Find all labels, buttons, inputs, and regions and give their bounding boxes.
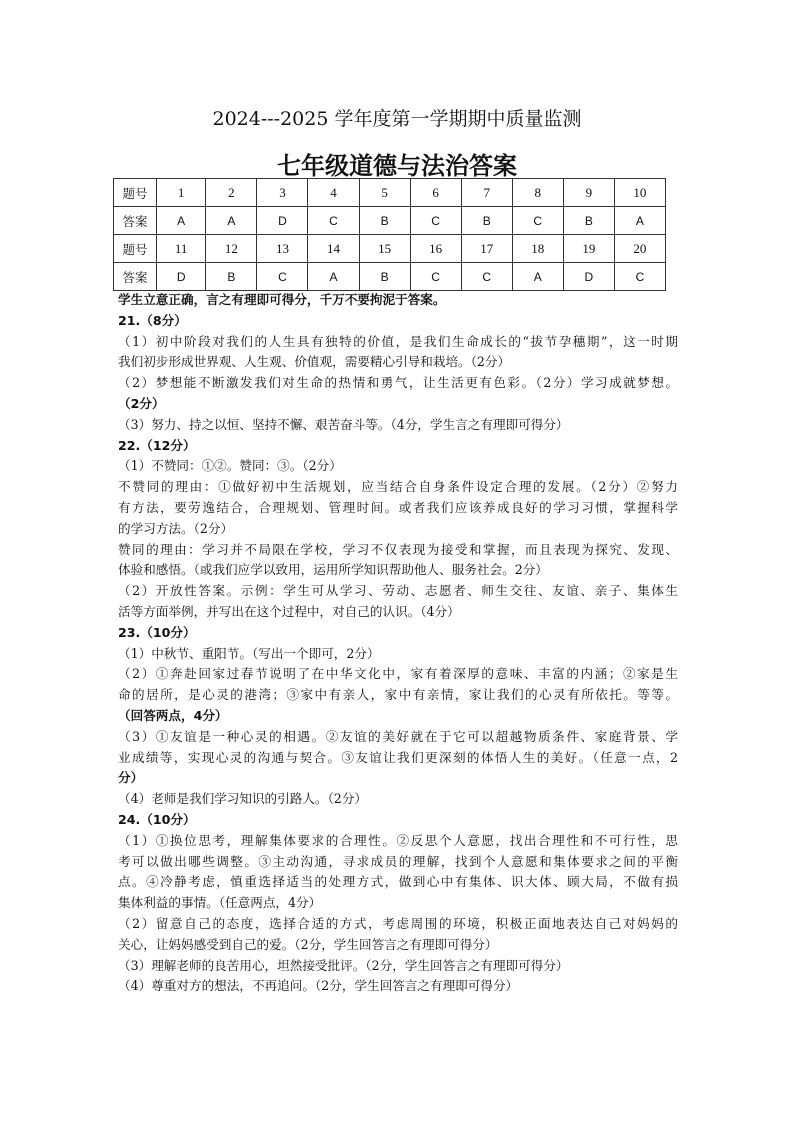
answer-cell: C [461,263,512,291]
section-heading-line: 22.（12分） [118,437,196,453]
answer-cell: B [359,207,410,235]
answer-cell: B [359,263,410,291]
section-heading-line: 23.（10分） [118,624,196,640]
question-number: 1 [157,179,206,207]
answer-text-line: （4）老师是我们学习知识的引路人。（2分） [118,791,368,807]
answer-table-row-answers-2 [114,263,666,291]
answer-text-line: （4）尊重对方的想法，不再追问。（2分，学生回答言之有理即可得分） [118,978,519,994]
question-number: 15 [359,235,410,263]
row-header-number: 题号 [114,235,157,263]
row-header-answer: 答案 [114,207,157,235]
row-header-number: 题号 [114,179,157,207]
exam-title: 2024---2025 学年度第一学期期中质量监测 [212,108,582,130]
answer-text-line: 集体利益的事情。（任意两点，4分） [118,895,322,911]
section-heading-line: 21.（8分） [118,312,187,328]
answer-text-line: 点。④冷静考虑，慎重选择适当的处理方式，做到心中有集体、识大体、顾大局，不做有损 [118,874,678,890]
question-number: 11 [157,235,206,263]
answer-text-line: （3）努力、持之以恒、坚持不懈、艰苦奋斗等。（4分，学生言之有理即可得分） [118,416,569,432]
answer-text-line: 关心，让妈妈感受到自己的爱。（2分，学生回答言之有理即可得分） [118,936,498,952]
question-number: 10 [614,179,665,207]
question-number: 12 [206,235,257,263]
question-number: 20 [614,235,665,263]
question-number: 9 [563,179,614,207]
answer-text-line: 不赞同的理由：①做好初中生活规划，应当结合自身条件设定合理的发展。（2分）②努力 [118,479,678,495]
answer-cell: D [157,263,206,291]
answer-text-line: 体验和感悟。（或我们应学以致用，运用所学知识帮助他人、服务社会。2分） [118,562,548,578]
answer-cell: C [308,207,359,235]
answer-cell: C [410,263,461,291]
answer-text-line: 业成绩等，实现心灵的沟通与契合。③友谊让我们更深刻的体悟人生的美好。（任意一点，2 [118,749,678,765]
answer-table-row-numbers-1 [114,179,666,207]
answer-cell: A [206,207,257,235]
question-number: 6 [410,179,461,207]
answer-text-line: （2）开放性答案。示例：学生可从学习、劳动、志愿者、师生交往、友谊、亲子、集体生 [118,583,678,599]
answer-text-line: （2）留意自己的态度，选择合适的方式，考虑周围的环境，积极正面地表达自己对妈妈的 [118,915,678,931]
question-number: 14 [308,235,359,263]
answer-text-line: （3）理解老师的良苦用心，坦然接受批评。（2分，学生回答言之有理即可得分） [118,957,569,973]
answer-text-line: 有方法，要劳逸结合，合理规划、管理时间。或者我们应该养成良好的学习习惯，掌握科学 [118,499,678,515]
question-number: 2 [206,179,257,207]
answer-text-line: （3）①友谊是一种心灵的相遇。②友谊的美好就在于它可以超越物质条件、家庭背景、学 [118,728,678,744]
answer-cell: C [614,263,665,291]
answer-text-line: 考可以做出哪些调整。③主动沟通，寻求成员的理解，找到个人意愿和集体要求之间的平衡 [118,853,678,869]
answer-text-line: （1）初中阶段对我们的人生具有独特的价值，是我们生命成长的“拔节孕穗期”，这一时期 [118,333,678,349]
section-heading-line: （2分） [118,395,165,411]
question-number: 17 [461,235,512,263]
question-number: 8 [512,179,563,207]
answer-cell: B [461,207,512,235]
answer-text-line: （1）中秋节、重阳节。（写出一个即可，2分） [118,645,380,661]
answer-cell: B [206,263,257,291]
answer-table-row-numbers-2 [114,235,666,263]
answer-text-line: 活等方面举例，并写出在这个过程中，对自己的认识。（4分） [118,603,460,619]
answer-table [113,178,666,291]
answer-cell: C [257,263,308,291]
answer-cell: A [614,207,665,235]
question-number: 4 [308,179,359,207]
section-heading-line: （回答两点，4分） [118,707,228,723]
question-number: 16 [410,235,461,263]
answer-text-line: （1）不赞同：①②。赞同：③。（2分） [118,458,342,474]
section-heading-line: 24.（10分） [118,811,196,827]
answer-cell: A [308,263,359,291]
answer-cell: B [563,207,614,235]
answer-cell: C [512,207,563,235]
question-number: 13 [257,235,308,263]
section-heading-line: 分） [118,770,144,786]
answer-text-line: （1）①换位思考，理解集体要求的合理性。②反思个人意愿，找出合理性和不可行性，思 [118,832,678,848]
answer-key-subtitle: 七年级道德与法治答案 [277,152,517,180]
question-number: 19 [563,235,614,263]
answer-text-line: （2）梦想能不断激发我们对生命的热情和勇气，让生活更有色彩。（2分）学习成就梦想。 [118,375,678,391]
question-number: 5 [359,179,410,207]
answer-text-line: 命的居所，是心灵的港湾；③家中有亲人，家中有亲情，家让我们的心灵有所依托。等等。 [118,687,678,703]
answer-text-line: 赞同的理由：学习并不局限在学校，学习不仅表现为接受和掌握，而且表现为探究、发现、 [118,541,678,557]
answer-table-row-answers-1 [114,207,666,235]
answer-text-line: 的学习方法。（2分） [118,520,234,536]
answer-text-line: 我们初步形成世界观、人生观、价值观，需要精心引导和栽培。（2分） [118,354,511,370]
question-number: 7 [461,179,512,207]
question-number: 3 [257,179,308,207]
answer-cell: D [257,207,308,235]
answer-cell: A [157,207,206,235]
question-number: 18 [512,235,563,263]
answer-body [118,290,678,997]
row-header-answer: 答案 [114,263,157,291]
answer-text-line: （2）①奔赴回家过春节说明了在中华文化中，家有着深厚的意味、丰富的内涵；②家是生 [118,666,678,682]
grading-note: 学生立意正确，言之有理即可得分，千万不要拘泥于答案。 [118,292,446,307]
answer-cell: C [410,207,461,235]
answer-cell: D [563,263,614,291]
answer-cell: A [512,263,563,291]
